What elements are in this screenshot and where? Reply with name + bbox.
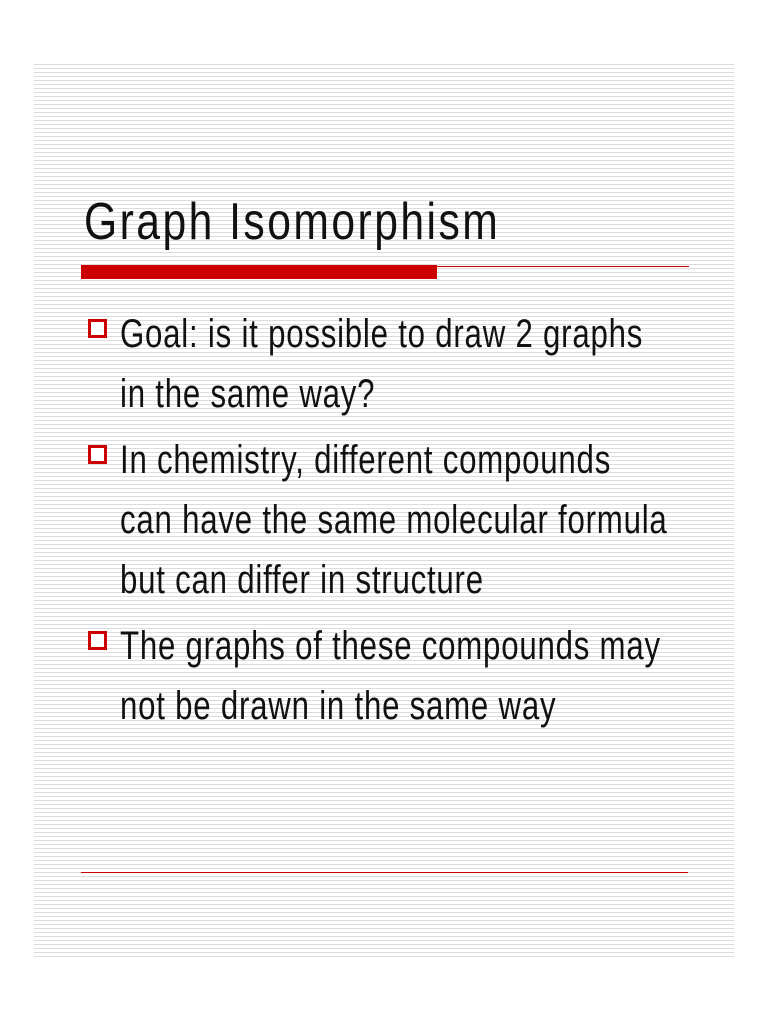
hollow-square-icon bbox=[88, 319, 107, 338]
bullet-item bbox=[86, 616, 706, 736]
bullet-line: Goal: is it possible to draw 2 graphs bbox=[120, 312, 644, 356]
hollow-square-icon bbox=[88, 445, 107, 464]
title-accent-bar bbox=[81, 265, 437, 279]
bullet-item bbox=[86, 304, 706, 424]
bullet-line: in the same way? bbox=[120, 372, 376, 416]
bullet-list bbox=[86, 304, 706, 742]
hollow-square-icon bbox=[88, 631, 107, 650]
bullet-line: can have the same molecular formula bbox=[120, 498, 668, 542]
bullet-line: not be drawn in the same way bbox=[120, 684, 557, 728]
slide-title: Graph Isomorphism bbox=[84, 193, 501, 251]
title-rule bbox=[437, 266, 689, 267]
slide bbox=[34, 64, 734, 960]
bullet-item bbox=[86, 430, 706, 610]
footer-rule bbox=[81, 872, 688, 873]
bullet-line: The graphs of these compounds may bbox=[120, 624, 661, 668]
bullet-line: In chemistry, different compounds bbox=[120, 438, 612, 482]
bullet-line: but can differ in structure bbox=[120, 558, 484, 602]
